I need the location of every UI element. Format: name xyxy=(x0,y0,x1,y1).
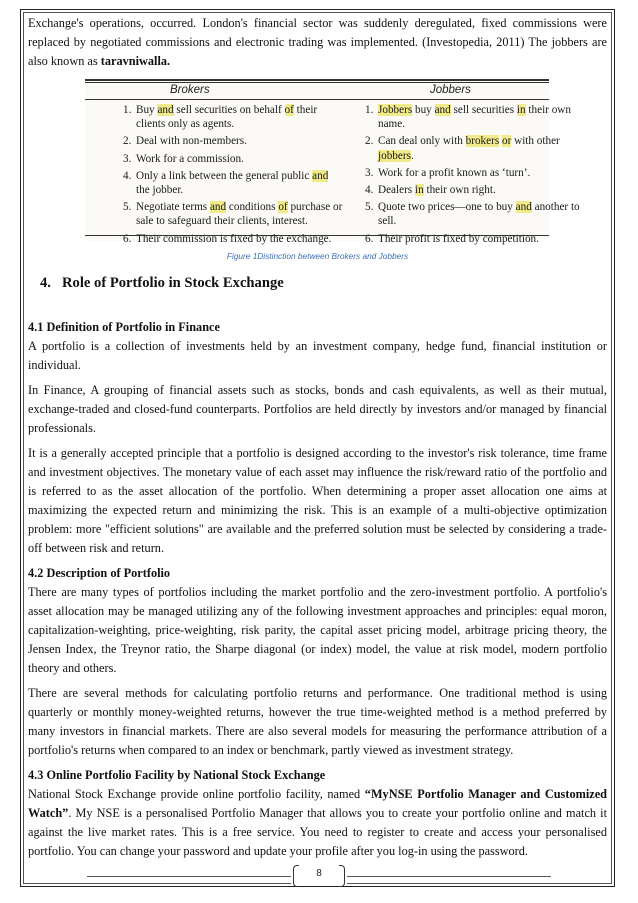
s42-paragraph-2: There are several methods for calculating portfolio returns and performance. One traditional method is using quarterly or monthly money-weighted returns, however the true time-weighted method is a method preferred by many investors in financial markets. There are also several models for measuring the performance attribution of a portfolio's returns when compared to an index or benchmark, partly viewed as investment strategy. xyxy=(28,686,607,757)
figure-top-rule-thin xyxy=(85,82,549,83)
section-number: 4. xyxy=(40,275,51,291)
text-run: with other xyxy=(511,135,560,148)
item-text xyxy=(136,152,244,166)
s42-paragraph-1: There are many types of portfolios including the market portfolio and the zero-investment portfolio. A portfolio's asset allocation may be managed utilizing any of the following investment approaches and principles: equal moron, capitalization-weighting, price-weighting, risk parity, the capital asset pricing model, arbitrage pricing theory, the Jensen Index, the Treynor ratio, the Sharpe diagonal (or index) model, the value at risk model, modern portfolio theory and others. xyxy=(28,585,607,675)
jobbers-heading: Jobbers xyxy=(430,84,471,96)
text-run: Work for a commission. xyxy=(136,152,244,165)
s41-paragraph-3: It is a generally accepted principle that a portfolio is designed according to the investor's risk tolerance, time frame and investment objectives. The monetary value of each asset may influence the risk/reward ratio of the portfolio and is referred to as the asset allocation of the portfolio. When determining a proper asset allocation one aims at maximizing the expected return and minimizing the risk. This is an example of a multi-objective optimization problem: more "efficient solutions" are available and the preferred solution must be selected by considering a trade-off between risk and return. xyxy=(28,446,607,555)
item-text xyxy=(136,134,247,148)
highlighted-word: and xyxy=(312,169,329,182)
highlighted-word: of xyxy=(284,104,294,116)
page-content xyxy=(28,14,607,861)
figure-header-rule xyxy=(85,99,549,100)
item-text xyxy=(378,103,585,131)
item-number: 2. xyxy=(123,135,132,148)
item-text xyxy=(378,183,496,197)
broker-item xyxy=(123,169,343,197)
taravniwalla-term: taravniwalla. xyxy=(100,54,171,68)
figure-caption: Figure 1Distinction between Brokers and Jobbers xyxy=(226,251,409,261)
broker-item xyxy=(123,152,343,166)
text-run: Buy xyxy=(136,104,158,116)
highlighted-word: and xyxy=(209,201,227,214)
jobber-item xyxy=(365,166,585,180)
item-number: 5. xyxy=(123,201,132,214)
text-run: conditions xyxy=(226,201,279,214)
item-number: 3. xyxy=(123,152,132,165)
highlighted-word: and xyxy=(434,104,451,116)
text-run: their own right. xyxy=(423,184,496,197)
item-number: 6. xyxy=(365,232,374,245)
brokers-heading: Brokers xyxy=(170,84,210,96)
brokers-list xyxy=(123,103,343,249)
text-run: Deal with non-members. xyxy=(136,135,247,148)
highlighted-word: brokers xyxy=(465,135,500,148)
item-number: 4. xyxy=(123,169,132,182)
item-text xyxy=(136,169,343,197)
subsection-4-3-heading: 4.3 Online Portfolio Facility by National Stock Exchange xyxy=(28,768,326,782)
broker-item xyxy=(123,232,343,246)
broker-item xyxy=(123,134,343,148)
text-run: . xyxy=(410,149,414,162)
mynse-product-name: “MyNSE Portfolio Manager and Customized Watch” xyxy=(28,787,608,820)
s43-paragraph: National Stock Exchange provide online portfolio facility, named “MyNSE Portfolio Manager and Customized Watch”. My NSE is a personalised Portfolio Manager that allows you to create your portfolio online and match it against the live market rates. This is a free service. You need to register to create and access your personalised portfolio. You can change your password and update your profile after you log-in using the password. xyxy=(28,787,608,858)
item-text xyxy=(136,200,343,228)
subsection-4-2-heading: 4.2 Description of Portfolio xyxy=(28,566,171,580)
jobber-item xyxy=(365,103,585,131)
item-number: 1. xyxy=(365,104,374,116)
item-text xyxy=(378,232,539,246)
text-run: their clients only as agents. xyxy=(136,104,318,131)
jobbers-list xyxy=(365,103,585,249)
item-number: 5. xyxy=(365,201,374,214)
page-number: 8 xyxy=(316,868,322,879)
subsection-4-1-heading: 4.1 Definition of Portfolio in Finance xyxy=(28,320,220,334)
text-run: Can deal only with xyxy=(378,135,466,148)
text-run: sell securities on behalf xyxy=(173,104,285,116)
brokers-jobbers-figure xyxy=(85,77,580,245)
highlighted-word: of xyxy=(278,201,288,214)
figure-top-rule xyxy=(85,79,549,81)
jobber-item xyxy=(365,134,585,162)
highlighted-word: and xyxy=(515,201,532,214)
text-run: Their profit is fixed by competition. xyxy=(378,232,539,245)
highlighted-word: and xyxy=(157,104,174,116)
highlighted-word: Jobbers xyxy=(378,104,413,116)
jobber-item xyxy=(365,183,585,197)
highlighted-word: jobbers xyxy=(378,149,411,162)
broker-item xyxy=(123,103,343,131)
text-run: buy xyxy=(412,104,435,116)
item-number: 4. xyxy=(365,184,374,197)
item-text xyxy=(136,103,343,131)
item-number: 1. xyxy=(123,104,132,116)
s41-paragraph-2: In Finance, A grouping of financial assets such as stocks, bonds and cash equivalents, as well as their mutual, exchange-traded and closed-fund counterparts. Portfolios are held directly by investors and/or managed by financial professionals. xyxy=(28,383,607,435)
text-run: sell securities xyxy=(450,104,517,116)
page-footer xyxy=(0,862,638,886)
text-run: Negotiate terms xyxy=(136,201,210,214)
intro-paragraph: Exchange's operations, occurred. London's financial sector was suddenly deregulated, fixed commissions were replaced by negotiated commissions and electronic trading was implemented. (Investopedia, 2011) The jobbers are also known as taravniwalla. xyxy=(28,16,607,68)
section-heading xyxy=(40,275,607,292)
jobber-item xyxy=(365,200,585,228)
s41-paragraph-1: A portfolio is a collection of investments held by an investment company, hedge fund, financial institution or individual. xyxy=(28,339,607,372)
highlighted-word: in xyxy=(516,104,526,116)
text-run: Only a link between the general public xyxy=(136,169,313,182)
text-run: purchase or sale to safeguard their clients, interest. xyxy=(136,201,343,228)
broker-item xyxy=(123,200,343,228)
text-run: their own name. xyxy=(378,104,571,131)
text-run: Quote two prices—one to buy xyxy=(378,201,516,214)
item-number: 2. xyxy=(365,135,374,148)
item-text xyxy=(136,232,331,246)
section-title: Role of Portfolio in Stock Exchange xyxy=(62,275,284,291)
text-run: Dealers xyxy=(378,184,415,197)
text-run: another to sell. xyxy=(378,201,580,228)
item-number: 6. xyxy=(123,232,132,245)
highlighted-word: in xyxy=(414,184,424,197)
item-number: 3. xyxy=(365,166,374,179)
text-run: Their commission is fixed by the exchange. xyxy=(136,232,332,245)
item-text xyxy=(378,200,585,228)
item-text xyxy=(378,134,585,162)
text-run: Work for a profit known as ‘turn’. xyxy=(378,166,531,179)
item-text xyxy=(378,166,530,180)
jobber-item xyxy=(365,232,585,246)
figure-bottom-rule xyxy=(85,235,549,236)
highlighted-word: or xyxy=(501,135,512,148)
text-run: the jobber. xyxy=(136,184,184,197)
